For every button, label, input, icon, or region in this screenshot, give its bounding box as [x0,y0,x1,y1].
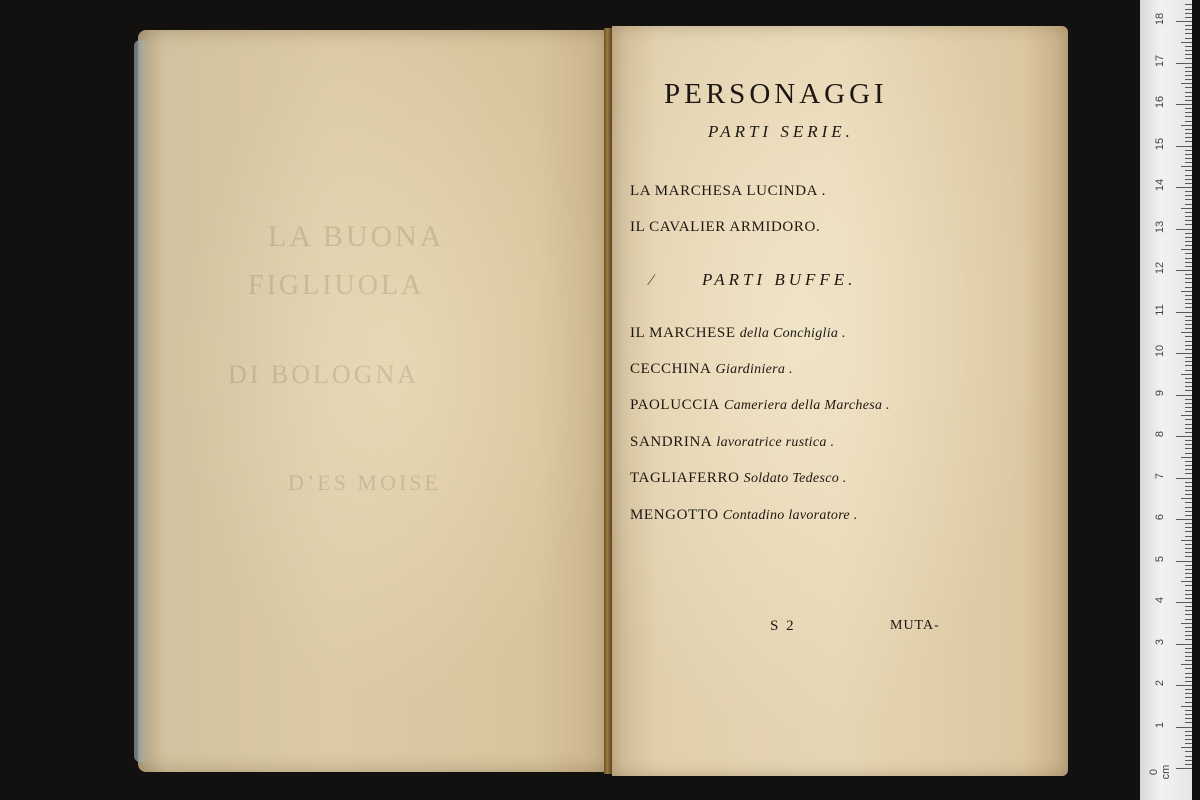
ruler-number: 9 [1154,389,1166,396]
ruler-tick [1185,253,1192,254]
ruler-tick [1185,25,1192,26]
cast-entry [630,397,890,414]
ruler-tick [1185,531,1192,532]
ruler-tick [1185,760,1192,761]
cast-entry [630,183,826,200]
ruler-tick [1185,399,1192,400]
ruler-number: 15 [1154,137,1166,150]
ruler-tick [1185,370,1192,371]
ruler-tick [1185,490,1192,491]
ruler-tick [1181,706,1192,707]
ruler-number: 5 [1154,555,1166,562]
ruler-tick [1185,465,1192,466]
margin-mark: ⁄ [650,272,653,289]
ruler-tick [1185,598,1192,599]
ruler-tick [1185,390,1192,391]
ruler-tick [1185,486,1192,487]
ruler-tick [1185,548,1192,549]
ruler-tick [1185,50,1192,51]
character-role: Cameriera della Marchesa . [723,398,890,413]
show-through-text: D’ES MOISE [288,470,441,495]
ruler-tick [1185,58,1192,59]
cast-entry [630,507,858,524]
character-role: Soldato Tedesco . [743,471,847,486]
section-heading-buffe: PARTI BUFFE. [702,270,857,289]
ruler-tick [1185,262,1192,263]
ruler-tick [1185,75,1192,76]
ruler-tick [1185,590,1192,591]
ruler-tick [1185,714,1192,715]
character-role: lavoratrice rustica . [716,435,835,450]
ruler-tick [1181,374,1192,375]
cast-entry [630,470,847,487]
ruler-tick [1185,349,1192,350]
ruler-tick [1185,46,1192,47]
ruler-tick [1185,345,1192,346]
ruler-tick [1181,581,1192,582]
ruler-tick [1185,407,1192,408]
ruler-number: 2 [1154,679,1166,687]
ruler-tick [1176,187,1192,188]
ruler-tick [1185,4,1192,5]
ruler-tick [1181,166,1192,167]
ruler-tick [1176,21,1192,22]
ruler-tick [1185,141,1192,142]
ruler-tick [1185,71,1192,72]
ruler-number: 14 [1154,178,1166,192]
ruler-tick [1185,565,1192,566]
ruler-number: 13 [1154,220,1166,233]
ruler-tick [1185,764,1192,765]
page-title: PERSONAGGI [664,78,888,110]
ruler-tick [1185,13,1192,14]
ruler-tick [1185,743,1192,744]
signature-mark: S 2 [770,618,796,634]
ruler-tick [1185,183,1192,184]
character-name: PAOLUCCIA [630,397,720,413]
ruler-tick [1176,229,1192,230]
ruler-tick [1185,195,1192,196]
ruler-tick [1185,403,1192,404]
ruler-tick [1185,444,1192,445]
cast-entry [630,325,846,342]
ruler-tick [1185,731,1192,732]
ruler-number: 16 [1154,95,1166,109]
ruler-number: 7 [1154,472,1166,479]
ruler-tick [1185,87,1192,88]
ruler-tick [1185,282,1192,283]
ruler-number: 10 [1154,344,1166,358]
ruler-tick [1185,158,1192,159]
ruler-tick [1185,320,1192,321]
ruler-tick [1185,129,1192,130]
ruler-tick [1185,295,1192,296]
ruler-tick [1185,552,1192,553]
character-name: CECCHINA [630,361,712,377]
ruler-tick [1181,540,1192,541]
ruler-tick [1185,38,1192,39]
binding-gutter [604,28,612,774]
ruler-tick [1185,614,1192,615]
left-page [138,30,608,772]
ruler-tick [1185,29,1192,30]
ruler-tick [1185,316,1192,317]
cast-entry [630,361,793,378]
ruler-tick [1176,270,1192,271]
ruler-tick [1185,639,1192,640]
ruler-tick [1176,519,1192,520]
ruler-tick [1185,79,1192,80]
ruler-tick [1185,154,1192,155]
ruler-tick [1185,440,1192,441]
ruler-number: 12 [1154,261,1166,275]
ruler-tick [1185,361,1192,362]
ruler-tick [1185,100,1192,101]
ruler-tick [1185,461,1192,462]
ruler-tick [1185,179,1192,180]
measurement-ruler [1140,0,1192,800]
ruler-tick [1185,162,1192,163]
ruler-tick [1185,9,1192,10]
ruler-tick [1185,556,1192,557]
ruler-tick [1185,718,1192,719]
ruler-tick [1185,756,1192,757]
ruler-tick [1176,644,1192,645]
ruler-tick [1176,436,1192,437]
ruler-tick [1185,378,1192,379]
show-through-text: DI BOLOGNA [228,360,420,389]
ruler-tick [1185,92,1192,93]
ruler-tick [1185,722,1192,723]
ruler-tick [1185,150,1192,151]
ruler-tick [1185,237,1192,238]
ruler-tick [1185,233,1192,234]
ruler-tick [1185,693,1192,694]
ruler-tick [1185,382,1192,383]
ruler-tick [1185,278,1192,279]
ruler-number: 4 [1154,596,1166,604]
ruler-tick [1181,747,1192,748]
ruler-tick [1185,511,1192,512]
ruler-tick [1185,677,1192,678]
show-through-text: FIGLIUOLA [248,270,425,301]
ruler-tick [1185,594,1192,595]
ruler-tick [1181,249,1192,250]
ruler-tick [1185,735,1192,736]
ruler-tick [1176,63,1192,64]
cast-entry [630,219,820,236]
ruler-tick [1185,507,1192,508]
ruler-tick [1185,702,1192,703]
ruler-tick [1185,527,1192,528]
ruler-tick [1185,469,1192,470]
ruler-tick [1185,448,1192,449]
ruler-tick [1176,312,1192,313]
ruler-tick [1185,33,1192,34]
ruler-tick [1181,498,1192,499]
character-name: IL CAVALIER ARMIDORO. [630,219,821,235]
ruler-tick [1181,208,1192,209]
ruler-tick [1176,768,1192,769]
ruler-tick [1176,146,1192,147]
ruler-tick [1185,274,1192,275]
ruler-tick [1185,681,1192,682]
ruler-tick [1185,108,1192,109]
ruler-tick [1185,137,1192,138]
section-heading-serie: PARTI SERIE. [708,122,854,141]
right-page [612,26,1068,776]
ruler-tick [1185,424,1192,425]
ruler-tick [1176,353,1192,354]
ruler-tick [1185,627,1192,628]
ruler-tick [1176,478,1192,479]
ruler-tick [1185,386,1192,387]
ruler-tick [1185,453,1192,454]
ruler-tick [1185,751,1192,752]
ruler-tick [1176,561,1192,562]
ruler-tick [1185,299,1192,300]
ruler-tick [1185,635,1192,636]
ruler-tick [1185,573,1192,574]
character-name: MENGOTTO [630,507,719,523]
ruler-tick [1185,697,1192,698]
ruler-tick [1185,17,1192,18]
character-role: Contadino lavoratore . [722,508,858,523]
ruler-tick [1181,664,1192,665]
ruler-number: 1 [1154,721,1166,728]
ruler-tick [1181,623,1192,624]
ruler-tick [1185,96,1192,97]
ruler-tick [1185,710,1192,711]
ruler-tick [1185,610,1192,611]
ruler-tick [1185,585,1192,586]
ruler-tick [1185,482,1192,483]
ruler-number: 6 [1154,513,1166,521]
ruler-tick [1185,411,1192,412]
ruler-tick [1185,432,1192,433]
ruler-tick [1185,121,1192,122]
ruler-tick [1185,170,1192,171]
ruler-tick [1185,523,1192,524]
ruler-tick [1185,619,1192,620]
ruler-tick [1176,395,1192,396]
character-role: della Conchiglia . [739,326,846,341]
ruler-tick [1185,577,1192,578]
ruler-tick [1185,241,1192,242]
ruler-tick [1185,258,1192,259]
ruler-number: 17 [1154,54,1166,67]
cast-entry [630,434,834,451]
ruler-tick [1181,83,1192,84]
ruler-tick [1185,660,1192,661]
ruler-number: 8 [1154,430,1166,438]
ruler-tick [1185,328,1192,329]
ruler-tick [1185,536,1192,537]
ruler-tick [1185,668,1192,669]
ruler-tick [1185,204,1192,205]
ruler-tick [1185,133,1192,134]
ruler-tick [1185,631,1192,632]
ruler-tick [1181,42,1192,43]
ruler-tick [1181,332,1192,333]
ruler-tick [1185,220,1192,221]
ruler-tick [1185,224,1192,225]
ruler-tick [1185,175,1192,176]
character-name: SANDRINA [630,434,713,450]
ruler-tick [1176,104,1192,105]
ruler-tick [1185,199,1192,200]
ruler-number: 11 [1154,303,1166,316]
ruler-tick [1185,656,1192,657]
character-role: Giardiniera . [715,362,793,377]
ruler-tick [1185,569,1192,570]
ruler-tick [1185,365,1192,366]
ruler-tick [1181,415,1192,416]
ruler-tick [1185,341,1192,342]
ruler-tick [1185,266,1192,267]
ruler-tick [1185,212,1192,213]
ruler-tick [1185,216,1192,217]
ruler-number: 18 [1154,12,1166,26]
ruler-tick [1185,357,1192,358]
ruler-tick [1181,125,1192,126]
ruler-tick [1185,324,1192,325]
ruler-tick [1185,245,1192,246]
ruler-tick [1176,685,1192,686]
ruler-tick [1181,291,1192,292]
booklet [138,26,1068,776]
ruler-number: 3 [1154,638,1166,645]
ruler-tick [1185,307,1192,308]
ruler-tick [1176,727,1192,728]
ruler-tick [1185,336,1192,337]
ruler-tick [1185,494,1192,495]
ruler-tick [1185,419,1192,420]
ruler-tick [1185,428,1192,429]
ruler-tick [1185,502,1192,503]
character-name: IL MARCHESE [630,325,736,341]
ruler-tick [1185,287,1192,288]
ruler-tick [1185,606,1192,607]
show-through-text: LA BUONA [268,220,445,253]
ruler-tick [1185,54,1192,55]
catchword: MUTA- [890,618,940,633]
ruler-number: 0 cm [1148,764,1172,780]
character-name: TAGLIAFERRO [630,470,740,486]
ruler-tick [1185,544,1192,545]
ruler-tick [1185,515,1192,516]
ruler-tick [1185,689,1192,690]
ruler-tick [1185,473,1192,474]
character-name: LA MARCHESA LUCINDA . [630,183,826,199]
ruler-tick [1185,739,1192,740]
ruler-tick [1181,457,1192,458]
ruler-tick [1185,673,1192,674]
ruler-tick [1185,648,1192,649]
ruler-tick [1185,112,1192,113]
ruler-tick [1185,191,1192,192]
ruler-tick [1185,652,1192,653]
ruler-tick [1176,602,1192,603]
ruler-tick [1185,116,1192,117]
ruler-tick [1185,67,1192,68]
ruler-tick [1185,303,1192,304]
